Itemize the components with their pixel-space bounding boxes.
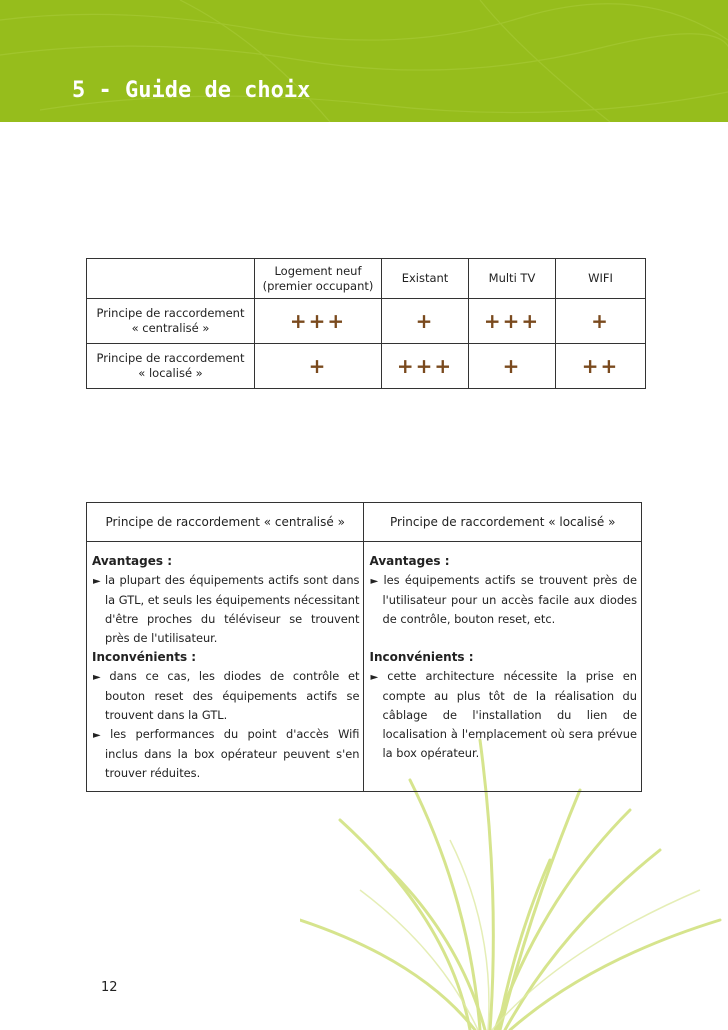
table-row — [87, 299, 646, 344]
rating-cell: + — [382, 299, 469, 344]
rating-cell: + — [469, 344, 556, 389]
details-header-localise: Principe de raccordement « localisé » — [364, 503, 642, 542]
row-label-line2: « localisé » — [138, 366, 203, 380]
list-item — [369, 571, 637, 629]
row-label-line1: Principe de raccordement — [96, 306, 245, 320]
col-header-logement-neuf-line2: (premier occupant) — [262, 278, 374, 293]
list-item — [92, 725, 359, 783]
list-item-text: la plupart des équipements actifs sont dans la GTL, et seuls les équipements nécessitant d'être proches du téléviseur se trouvent près de l'utilisateur. — [105, 573, 360, 645]
list-item-text: dans ce cas, les diodes de contrôle et bouton reset des équipements actifs se trouvent dans la GTL. — [105, 669, 360, 722]
page-number: 12 — [101, 980, 118, 995]
row-label-centralise — [87, 299, 255, 344]
rating-cell: +++ — [382, 344, 469, 389]
col-header-logement-neuf — [255, 259, 382, 299]
header-band — [0, 0, 728, 122]
rating-cell: + — [255, 344, 382, 389]
row-label-line2: « centralisé » — [131, 321, 210, 335]
bullet-arrow-icon: ► — [93, 672, 101, 683]
details-header-centralise: Principe de raccordement « centralisé » — [87, 503, 364, 542]
bullet-arrow-icon: ► — [93, 730, 101, 741]
header-texture — [0, 0, 728, 122]
details-cell-localise — [364, 542, 642, 792]
rating-cell: ++ — [556, 344, 646, 389]
list-item — [92, 571, 359, 648]
list-item — [369, 667, 637, 763]
table-corner-cell — [87, 259, 255, 299]
bullet-arrow-icon: ► — [370, 672, 379, 683]
list-item — [92, 667, 359, 725]
advantages-title: Avantages : — [369, 554, 450, 568]
row-label-line1: Principe de raccordement — [96, 351, 245, 365]
drawbacks-title: Inconvénients : — [92, 650, 197, 664]
col-header-existant: Existant — [382, 259, 469, 299]
rating-cell: +++ — [469, 299, 556, 344]
rating-cell: +++ — [255, 299, 382, 344]
advantages-title: Avantages : — [92, 554, 173, 568]
details-table — [86, 502, 642, 792]
bullet-arrow-icon: ► — [93, 576, 101, 587]
page-title: 5 - Guide de choix — [72, 78, 311, 103]
col-header-logement-neuf-line1: Logement neuf — [274, 263, 362, 278]
row-label-localise — [87, 344, 255, 389]
col-header-wifi: WIFI — [556, 259, 646, 299]
bullet-arrow-icon: ► — [370, 576, 379, 587]
col-header-multi-tv: Multi TV — [469, 259, 556, 299]
list-item-text: cette architecture nécessite la prise en compte au plus tôt de la réalisation du câblage de l'installation du lien de localisation à l'emplacement où sera prévue la box opérateur. — [382, 669, 637, 760]
drawbacks-title: Inconvénients : — [369, 650, 474, 664]
comparison-table — [86, 258, 646, 389]
details-cell-centralise — [87, 542, 364, 792]
table-row — [87, 344, 646, 389]
list-item-text: les équipements actifs se trouvent près de l'utilisateur pour un accès facile aux diodes de contrôle, bouton reset, etc. — [382, 573, 638, 626]
list-item-text: les performances du point d'accès Wifi inclus dans la box opérateur peuvent s'en trouver réduites. — [105, 727, 360, 780]
rating-cell: + — [556, 299, 646, 344]
